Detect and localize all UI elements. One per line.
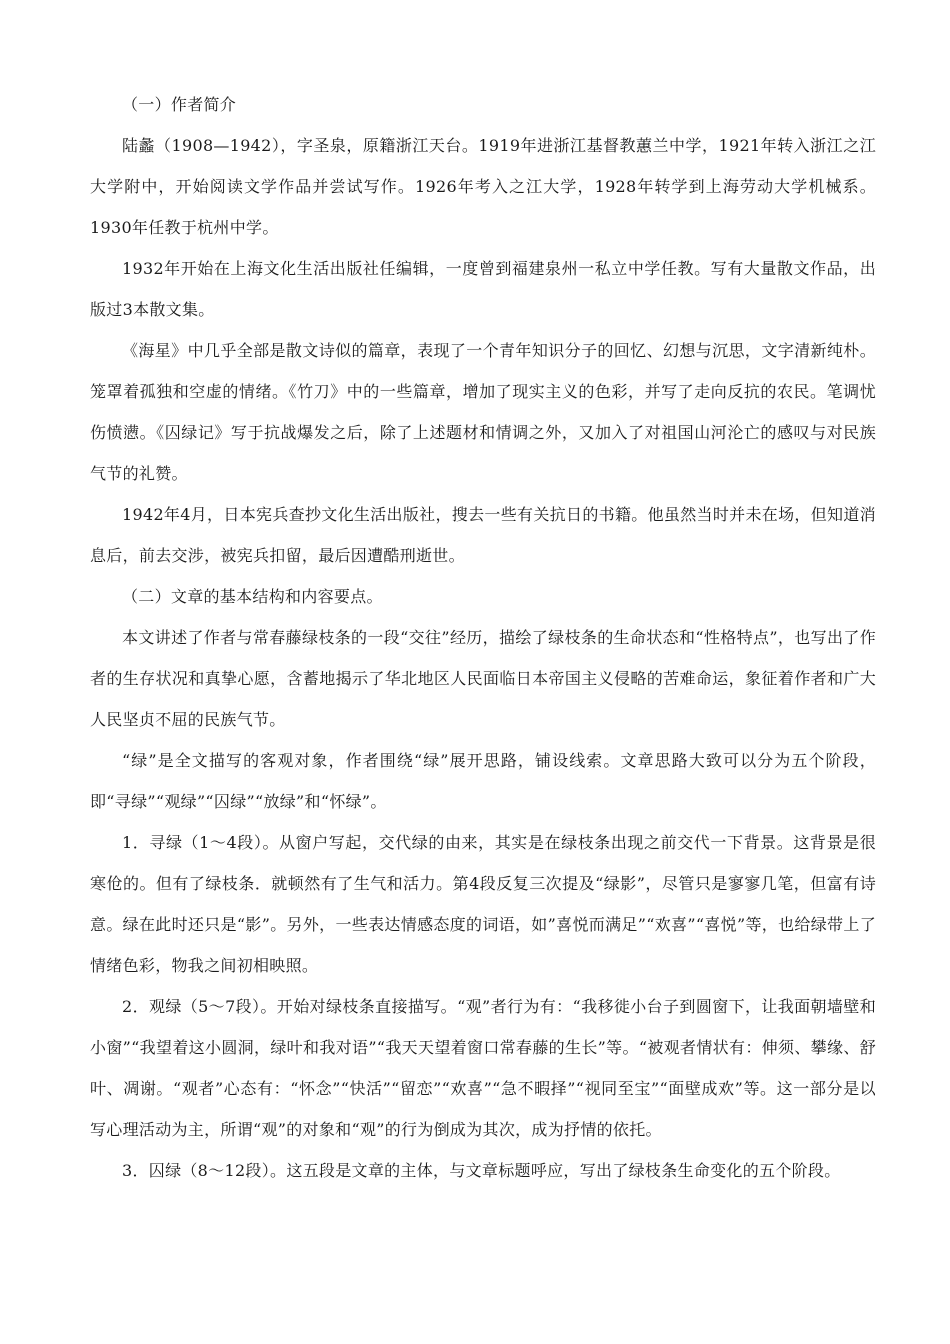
paragraph-summary: 本文讲述了作者与常春藤绿枝条的一段“交往”经历，描绘了绿枝条的生命状态和“性格特点”，也写出了作者的生存状况和真挚心愿，含蓄地揭示了华北地区人民面临日本帝国主义侵略的苦难命运，象征着作者和广大人民坚贞不屈的民族气节。 <box>90 628 876 729</box>
section-heading-structure: （二）文章的基本结构和内容要点。 <box>122 587 383 606</box>
section-heading-author-intro: （一）作者简介 <box>122 95 237 114</box>
paragraph-editor-career: 1932年开始在上海文化生活出版社任编辑，一度曾到福建泉州一私立中学任教。写有大量散文作品，出版过3本散文集。 <box>90 259 876 319</box>
document-body <box>90 84 876 1191</box>
paragraph-works: 《海星》中几乎全部是散文诗似的篇章，表现了一个青年知识分子的回忆、幻想与沉思，文字清新纯朴。笼罩着孤独和空虚的情绪。《竹刀》中的一些篇章，增加了现实主义的色彩，并写了走向反抗的农民。笔调忧伤愤懑。《囚绿记》写于抗战爆发之后，除了上述题材和情调之外，又加入了对祖国山河沦亡的感叹与对民族气节的礼赞。 <box>90 341 876 483</box>
paragraph-stage-2: 2．观绿（5～7段）。开始对绿枝条直接描写。“观”者行为有：“我移徙小台子到圆窗下，让我面朝墙壁和小窗”“我望着这小圆洞，绿叶和我对语”“我天天望着窗口常春藤的生长”等。“被观者情状有：伸须、攀缘、舒叶、凋谢。“观者”心态有：“怀念”“快活”“留恋”“欢喜”“急不暇择”“视同至宝”“面壁成欢”等。这一部分是以写心理活动为主，所谓“观”的对象和“观”的行为倒成为其次，成为抒情的依托。 <box>90 997 876 1139</box>
paragraph-stage-3: 3．囚绿（8～12段）。这五段是文章的主体，与文章标题呼应，写出了绿枝条生命变化的五个阶段。 <box>122 1161 841 1180</box>
paragraph-stage-1: 1．寻绿（1～4段）。从窗户写起，交代绿的由来，其实是在绿枝条出现之前交代一下背景。这背景是很寒伧的。但有了绿枝条．就顿然有了生气和活力。第4段反复三次提及“绿影”，尽管只是寥寥几笔，但富有诗意。绿在此时还只是“影”。另外，一些表达情感态度的词语，如”喜悦而满足”“欢喜”“喜悦”等，也给绿带上了情绪色彩，物我之间初相映照。 <box>90 833 876 975</box>
paragraph-author-bio: 陆蠡（1908—1942），字圣泉，原籍浙江天台。1919年进浙江基督教蕙兰中学，1921年转入浙江之江大学附中，开始阅读文学作品并尝试写作。1926年考入之江大学，1928年转学到上海劳动大学机械系。1930年任教于杭州中学。 <box>90 136 876 237</box>
paragraph-five-stages: “绿”是全文描写的客观对象，作者围绕“绿”展开思路，铺设线索。文章思路大致可以分为五个阶段，即“寻绿”“观绿”“囚绿”“放绿”和“怀绿”。 <box>90 751 876 811</box>
paragraph-death: 1942年4月，日本宪兵查抄文化生活出版社，搜去一些有关抗日的书籍。他虽然当时并未在场，但知道消息后，前去交涉，被宪兵扣留，最后因遭酷刑逝世。 <box>90 505 876 565</box>
